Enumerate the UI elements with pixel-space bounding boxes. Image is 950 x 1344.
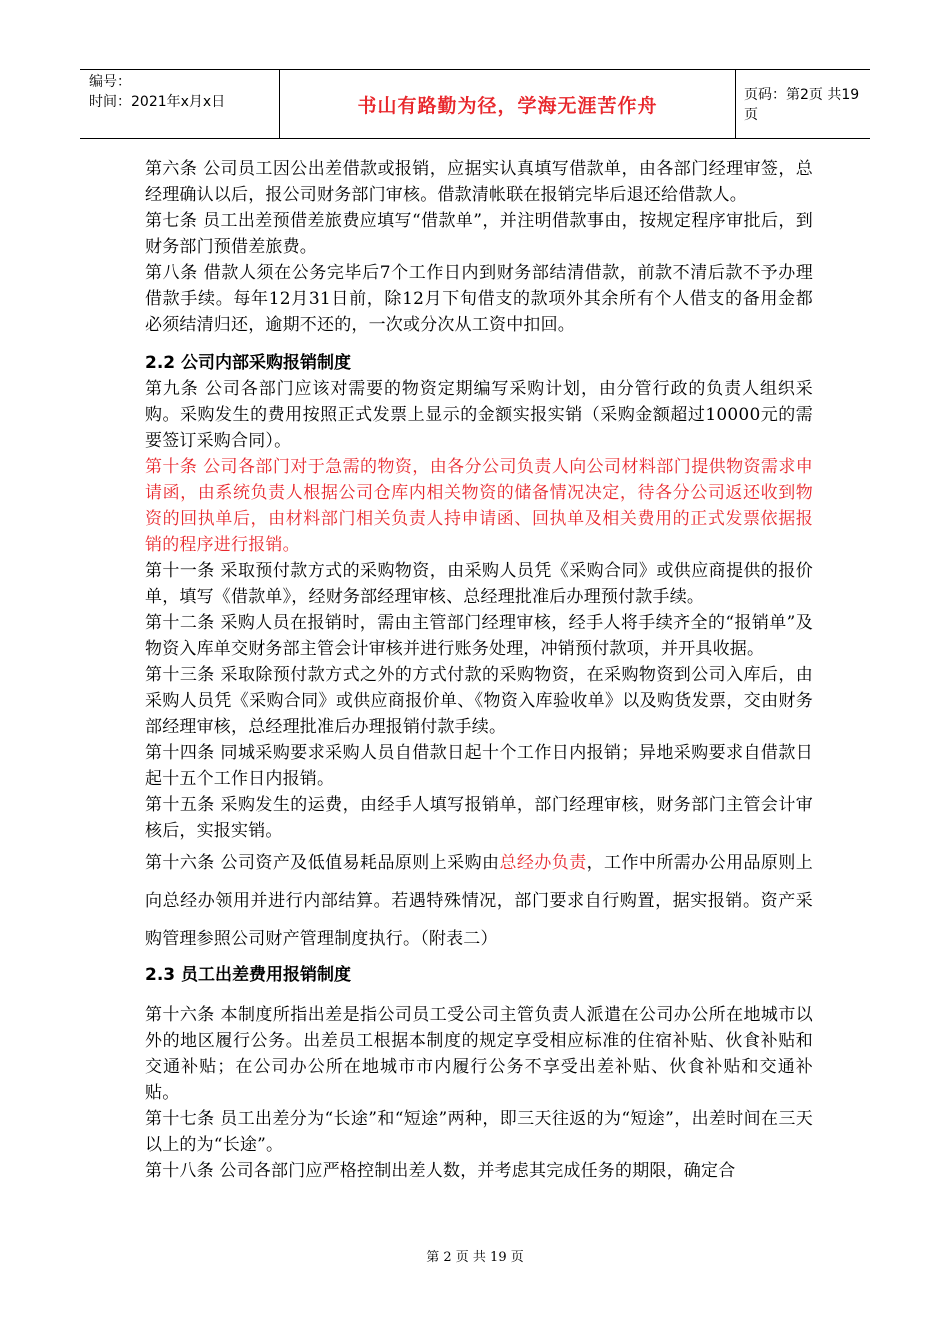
article-6: 第六条 公司员工因公出差借款或报销，应据实认真填写借款单，由各部门经理审签，总经理确认以后，报公司财务部门审核。借款清帐联在报销完毕后退还给借款人。 xyxy=(145,159,813,205)
article-18: 第十八条 公司各部门应严格控制出差人数，并考虑其完成任务的期限，确定合 xyxy=(145,1161,736,1181)
section-heading-2-2: 2.2 公司内部采购报销制度 xyxy=(145,353,352,373)
page-footer: 第 2 页 共 19 页 xyxy=(426,1250,524,1265)
number-label: 编号： xyxy=(89,74,131,90)
header-motto: 书山有路勤为径，学海无涯苦作舟 xyxy=(280,70,736,138)
document-body xyxy=(145,156,813,1184)
article-16-highlight: 总经办负责 xyxy=(499,853,587,873)
article-8: 第八条 借款人须在公务完毕后7个工作日内到财务部结清借款，前款不清后款不予办理借款手续。每年12月31日前，除12月下旬借支的款项外其余所有个人借支的备用金都必须结清归还，逾期不还的，一次或分次从工资中扣回。 xyxy=(145,263,813,335)
article-9: 第九条 公司各部门应该对需要的物资定期编写采购计划，由分管行政的负责人组织采购。采购发生的费用按照正式发票上显示的金额实报实销（采购金额超过10000元的需要签订采购合同）。 xyxy=(145,379,813,451)
article-11: 第十一条 采取预付款方式的采购物资，由采购人员凭《采购合同》或供应商提供的报价单，填写《借款单》，经财务部经理审核、总经理批准后办理预付款手续。 xyxy=(145,561,813,607)
page-header xyxy=(80,69,870,139)
article-16 xyxy=(145,844,813,958)
article-16-text-b: ，工作中所需办公用品原则上向总经办领用并进行内部结算。若遇特殊情况，部门要求自行购置，据实报销。资产采购管理参照公司财产管理制度执行。（附表二） xyxy=(145,853,813,949)
header-page-label: 页码：第2页 共19页 xyxy=(744,87,860,123)
section-heading-2-3: 2.3 员工出差费用报销制度 xyxy=(145,965,352,985)
article-16-travel: 第十六条 本制度所指出差是指公司员工受公司主管负责人派遣在公司办公所在地城市以外的地区履行公务。出差员工根据本制度的规定享受相应标准的住宿补贴、伙食补贴和交通补贴；在公司办公所在地城市市内履行公务不享受出差补贴、伙食补贴和交通补贴。 xyxy=(145,1005,813,1103)
article-13: 第十三条 采取除预付款方式之外的方式付款的采购物资，在采购物资到公司入库后，由采购人员凭《采购合同》或供应商报价单、《物资入库验收单》以及购货发票，交由财务部经理审核，总经理批准后办理报销付款手续。 xyxy=(145,665,813,737)
article-7: 第七条 员工出差预借差旅费应填写“借款单”，并注明借款事由，按规定程序审批后，到财务部门预借差旅费。 xyxy=(145,211,813,257)
header-meta xyxy=(80,70,280,138)
article-15: 第十五条 采购发生的运费，由经手人填写报销单，部门经理审核，财务部门主管会计审核后，实报实销。 xyxy=(145,795,813,841)
date-label: 时间：2021年x月x日 xyxy=(89,94,226,110)
article-17: 第十七条 员工出差分为“长途”和“短途”两种，即三天往返的为“短途”，出差时间在三天以上的为“长途”。 xyxy=(145,1109,813,1155)
article-10: 第十条 公司各部门对于急需的物资，由各分公司负责人向公司材料部门提供物资需求申请函，由系统负责人根据公司仓库内相关物资的储备情况决定，待各分公司返还收到物资的回执单后，由材料部门相关负责人持申请函、回执单及相关费用的正式发票依据报销的程序进行报销。 xyxy=(145,457,813,555)
article-14: 第十四条 同城采购要求采购人员自借款日起十个工作日内报销；异地采购要求自借款日起十五个工作日内报销。 xyxy=(145,743,813,789)
article-12: 第十二条 采购人员在报销时，需由主管部门经理审核，经手人将手续齐全的“报销单”及物资入库单交财务部主管会计审核并进行账务处理，冲销预付款项，并开具收据。 xyxy=(145,613,813,659)
article-16-text-a: 第十六条 公司资产及低值易耗品原则上采购由 xyxy=(145,853,500,873)
